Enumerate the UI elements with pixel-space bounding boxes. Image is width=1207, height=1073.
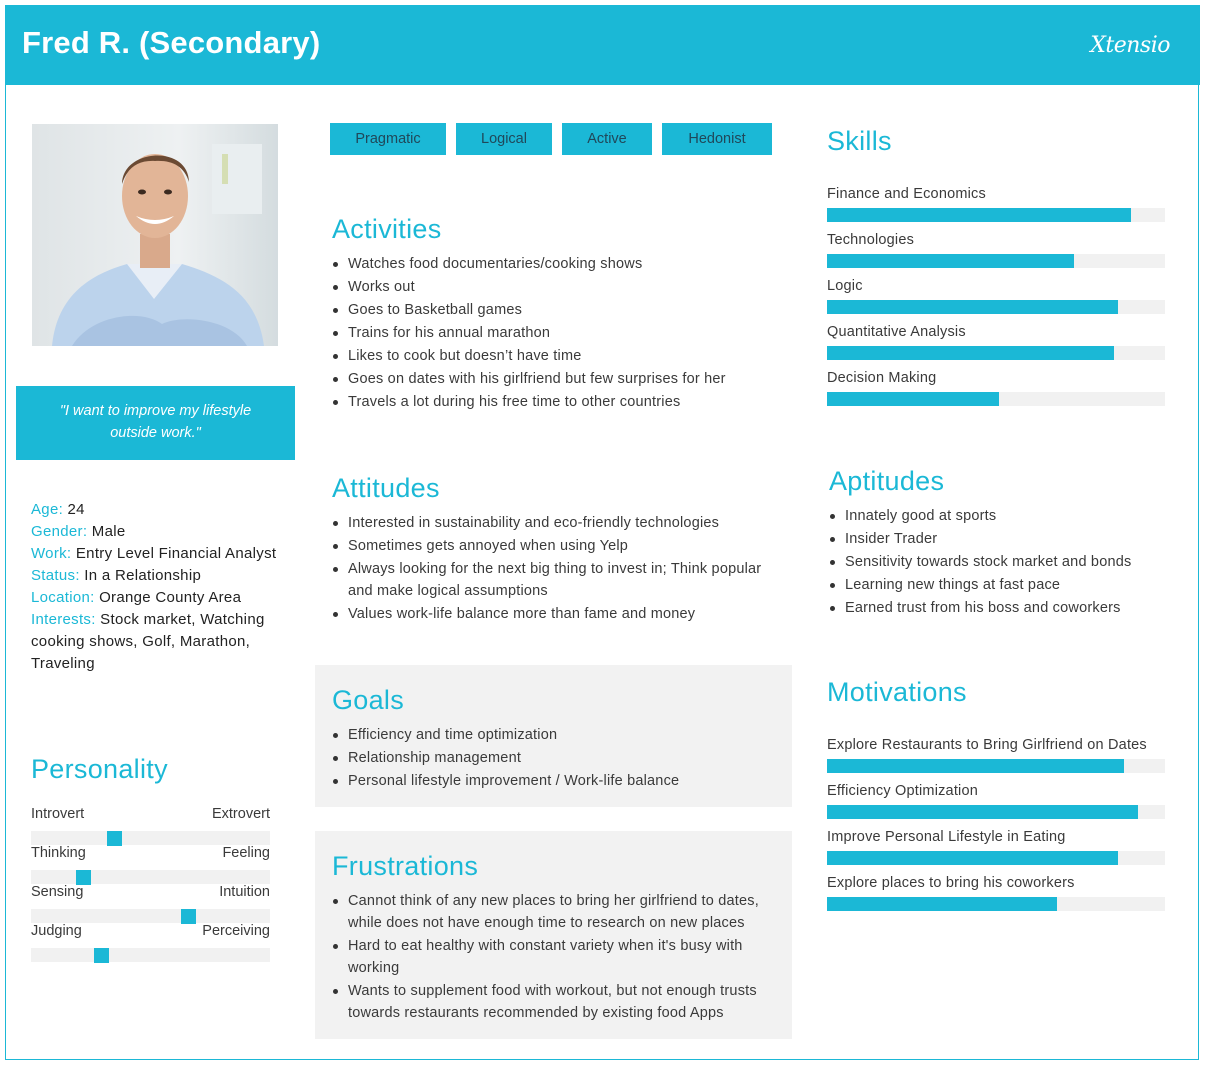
scale-right-label: Feeling: [222, 845, 270, 861]
motivation-row: [827, 736, 1165, 782]
scale-left-label: Thinking: [31, 845, 86, 861]
personality-scale: [31, 845, 270, 867]
info-status: [31, 565, 281, 587]
motivation-row: [827, 782, 1165, 828]
scale-knob[interactable]: [94, 948, 109, 963]
bar-fill: [827, 759, 1124, 773]
avatar: [32, 124, 278, 346]
list-item: Learning new things at fast pace: [829, 574, 1179, 596]
tag-active[interactable]: Active: [562, 123, 652, 155]
aptitudes-title: Aptitudes: [829, 466, 945, 496]
info-value: Orange County Area: [99, 589, 242, 606]
frustrations-list: [332, 890, 782, 1024]
attitudes-list: [332, 512, 787, 625]
tag-hedonist[interactable]: Hedonist: [662, 123, 772, 155]
skill-label: Technologies: [827, 232, 915, 248]
list-item: Hard to eat healthy with constant variety when it's busy with working: [332, 935, 782, 979]
list-item: Works out: [332, 276, 787, 298]
info-key: Work:: [31, 545, 72, 562]
bar-fill: [827, 392, 999, 406]
frustrations-section: [332, 851, 782, 1025]
scale-knob[interactable]: [76, 870, 91, 885]
activities-section: [332, 214, 787, 414]
list-item: Sometimes gets annoyed when using Yelp: [332, 535, 787, 557]
skill-row: [827, 277, 1165, 323]
frustrations-panel: [315, 831, 792, 1039]
list-item: Cannot think of any new places to bring her girlfriend to dates, while does not have enough time to research on new places: [332, 890, 782, 934]
list-item: Goes on dates with his girlfriend but few surprises for her: [332, 368, 787, 390]
goals-section: [332, 685, 782, 793]
motivations-bars: [827, 736, 1165, 920]
goals-title: Goals: [332, 685, 405, 715]
info-key: Location:: [31, 589, 95, 606]
motivation-row: [827, 828, 1165, 874]
skill-row: [827, 185, 1165, 231]
aptitudes-list: [829, 505, 1179, 619]
skill-label: Logic: [827, 278, 863, 294]
bar-fill: [827, 346, 1114, 360]
skills-bars: [827, 185, 1165, 415]
bar-fill: [827, 805, 1138, 819]
aptitudes-section: [829, 466, 1179, 620]
scale-left-label: Introvert: [31, 806, 85, 822]
motivation-row: [827, 874, 1165, 920]
skill-row: [827, 369, 1165, 415]
list-item: Insider Trader: [829, 528, 1179, 550]
scale-right-label: Perceiving: [202, 923, 270, 939]
skill-row: [827, 231, 1165, 277]
list-item: Values work-life balance more than fame and money: [332, 603, 787, 625]
scale-knob[interactable]: [107, 831, 122, 846]
list-item: Personal lifestyle improvement / Work-life balance: [332, 770, 782, 792]
scale-left-label: Judging: [31, 923, 82, 939]
skill-label: Decision Making: [827, 370, 937, 386]
motivation-label: Efficiency Optimization: [827, 783, 979, 799]
skill-label: Finance and Economics: [827, 186, 986, 202]
bar-fill: [827, 300, 1118, 314]
bar-fill: [827, 254, 1074, 268]
activities-title: Activities: [332, 214, 442, 244]
skill-row: [827, 323, 1165, 369]
goals-list: [332, 724, 782, 792]
list-item: Travels a lot during his free time to other countries: [332, 391, 787, 413]
tag-logical[interactable]: Logical: [456, 123, 552, 155]
personality-scale: [31, 923, 270, 945]
info-key: Gender:: [31, 523, 88, 540]
goals-panel: [315, 665, 792, 807]
scale-right-label: Intuition: [219, 884, 270, 900]
bar-fill: [827, 208, 1131, 222]
info-value: In a Relationship: [84, 567, 202, 584]
info-value: Entry Level Financial Analyst: [75, 545, 277, 562]
motivation-label: Explore places to bring his coworkers: [827, 875, 1075, 891]
persona-quote: "I want to improve my lifestyle outside work.": [16, 386, 295, 460]
info-value: Male: [91, 523, 126, 540]
motivations-title: Motivations: [827, 677, 967, 707]
list-item: Sensitivity towards stock market and bonds: [829, 551, 1179, 573]
list-item: Efficiency and time optimization: [332, 724, 782, 746]
info-interests: [31, 609, 281, 675]
info-work: [31, 543, 281, 565]
scale-knob[interactable]: [181, 909, 196, 924]
info-age: [31, 499, 281, 521]
list-item: Watches food documentaries/cooking shows: [332, 253, 787, 275]
brand-logo[interactable]: Xtensio: [1090, 33, 1170, 58]
motivation-label: Improve Personal Lifestyle in Eating: [827, 829, 1066, 845]
info-key: Status:: [31, 567, 80, 584]
scale-track: [31, 870, 270, 884]
activities-list: [332, 253, 787, 413]
bar-fill: [827, 851, 1118, 865]
info-key: Interests:: [31, 611, 96, 628]
info-location: [31, 587, 281, 609]
scale-left-label: Sensing: [31, 884, 84, 900]
attitudes-title: Attitudes: [332, 473, 440, 503]
page-title: Fred R. (Secondary): [22, 25, 321, 60]
personality-scale: [31, 806, 270, 828]
info-key: Age:: [31, 501, 64, 518]
list-item: Likes to cook but doesn’t have time: [332, 345, 787, 367]
list-item: Interested in sustainability and eco-friendly technologies: [332, 512, 787, 534]
bar-fill: [827, 897, 1057, 911]
info-value: Stock market, Watching cooking shows, Golf, Marathon, Traveling: [31, 611, 265, 672]
list-item: Innately good at sports: [829, 505, 1179, 527]
info-value: 24: [67, 501, 85, 518]
tag-pragmatic[interactable]: Pragmatic: [330, 123, 446, 155]
personality-title: Personality: [31, 754, 168, 784]
header-bar: [5, 5, 1200, 85]
scale-track: [31, 909, 270, 923]
list-item: Earned trust from his boss and coworkers: [829, 597, 1179, 619]
profile-photo: [32, 124, 278, 346]
list-item: Wants to supplement food with workout, but not enough trusts towards restaurants recommended by existing food Apps: [332, 980, 782, 1024]
scale-track: [31, 948, 270, 962]
list-item: Always looking for the next big thing to invest in; Think popular and make logical assumptions: [332, 558, 787, 602]
profile-info: [31, 499, 281, 675]
motivation-label: Explore Restaurants to Bring Girlfriend on Dates: [827, 737, 1147, 753]
list-item: Trains for his annual marathon: [332, 322, 787, 344]
skill-label: Quantitative Analysis: [827, 324, 966, 340]
info-gender: [31, 521, 281, 543]
scale-right-label: Extrovert: [211, 806, 270, 822]
personality-scale: [31, 884, 270, 906]
list-item: Relationship management: [332, 747, 782, 769]
skills-title: Skills: [827, 126, 892, 156]
frustrations-title: Frustrations: [332, 851, 479, 881]
scale-track: [31, 831, 270, 845]
list-item: Goes to Basketball games: [332, 299, 787, 321]
attitudes-section: [332, 473, 787, 626]
